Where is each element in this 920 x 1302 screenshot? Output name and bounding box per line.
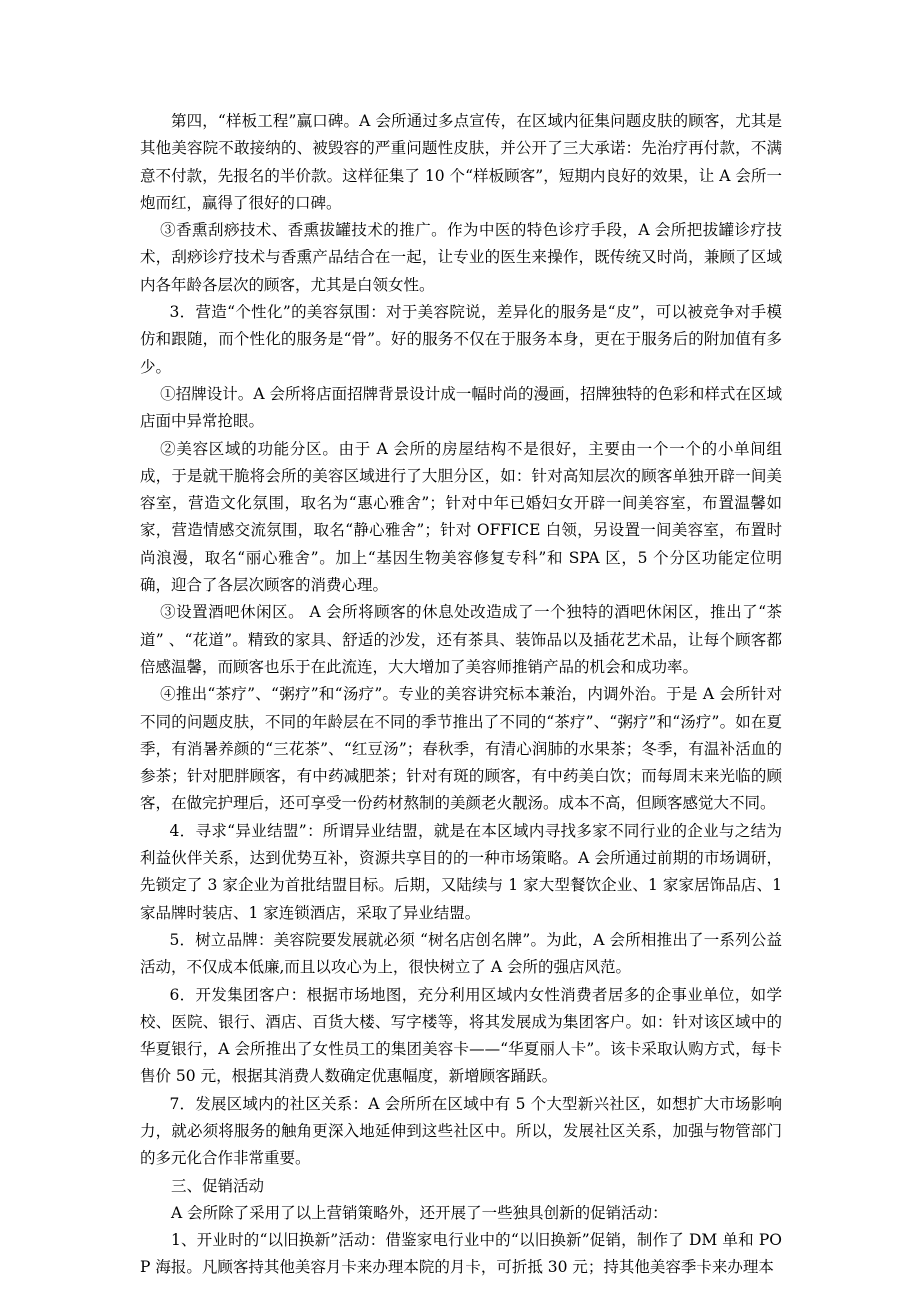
paragraph-community-relations: 7．发展区域内的社区关系：A 会所所在区域中有 5 个大型新兴社区，如想扩大市场影响力，就必须将服务的触角更深入地延伸到这些社区中。所以，发展社区关系，加强与物管部门的多元化合作非常重要。 (140, 1094, 782, 1168)
paragraph-functional-zones: ②美容区域的功能分区。由于 A 会所的房屋结构不是很好，主要由一个一个的小单间组成，于是就干脆将会所的美容区域进行了大胆分区，如：针对高知层次的顾客单独开辟一间美容室，营造文化氛围，取名为“惠心雅舍”；针对中年已婚妇女开辟一间美容室，布置温馨如家，营造情感交流氛围，取名“静心雅舍”；针对 OFFICE 白领，另设置一间美容室，布置时尚浪漫，取名“丽心雅舍”。加上“基因生物美容修复专科”和 SPA 区，5 个分区功能定位明确，迎合了各层次顾客的消费心理。 (140, 439, 782, 595)
paragraph-group-clients: 6．开发集团客户：根据市场地图，充分利用区域内女性消费者居多的企事业单位，如学校、医院、银行、酒店、百货大楼、写字楼等，将其发展成为集团客户。如：针对该区域中的华夏银行，A 会所推出了女性员工的集团美容卡——“华夏丽人卡”。该卡采取认购方式，每卡售价 50 元，根据其消费人数确定优惠幅度，新增顾客踊跃。 (140, 985, 782, 1086)
paragraph-promotions-intro: A 会所除了采用了以上营销策略外，还开展了一些独具创新的促销活动： (171, 1203, 668, 1222)
paragraph-personalized-atmosphere: 3．营造“个性化”的美容氛围：对于美容院说，差异化的服务是“皮”，可以被竞争对手模仿和跟随，而个性化的服务是“骨”。好的服务不仅在于服务本身，更在于服务后的附加值有多少。 (140, 303, 782, 376)
section-heading-promotions: 三、促销活动 (171, 1176, 265, 1195)
paragraph-trade-in-promotion: 1、开业时的“以旧换新”活动：借鉴家电行业中的“以旧换新”促销，制作了 DM 单和 POP 海报。凡顾客持其他美容月卡来办理本院的月卡，可折抵 30 元；持其他美容季卡来办理本 (140, 1231, 782, 1277)
document-body (140, 108, 782, 1282)
paragraph-cross-industry-alliance: 4．寻求“异业结盟”：所谓异业结盟，就是在本区域内寻找多家不同行业的企业与之结为利益伙伴关系，达到优势互补，资源共享目的的一种市场策略。A 会所通过前期的市场调研，先锁定了 3 家企业为首批结盟目标。后期，又陆续与 1 家大型餐饮企业、1 家家居饰品店、1 家品牌时装店、1 家连锁酒店，采取了异业结盟。 (140, 821, 782, 922)
paragraph-sample-project: 第四，“样板工程”赢口碑。A 会所通过多点宣传，在区域内征集问题皮肤的顾客，尤其是其他美容院不敢接纳的、被毁容的严重问题性皮肤，并公开了三大承诺：先治疗再付款，不满意不付款，先报名的半价款。这样征集了 10 个“样板顾客”，短期内良好的效果，让 A 会所一炮而红，赢得了很好的口碑。 (140, 112, 782, 212)
paragraph-brand-building: 5．树立品牌：美容院要发展就必须 “树名店创名牌”。为此，A 会所相推出了一系列公益活动，不仅成本低廉,而且以攻心为上，很快树立了 A 会所的强店风范。 (140, 930, 782, 977)
paragraph-tea-porridge-soup: ④推出“茶疗”、“粥疗”和“汤疗”。专业的美容讲究标本兼治，内调外治。于是 A 会所针对不同的问题皮肤，不同的年龄层在不同的季节推出了不同的“茶疗”、“粥疗”和“汤疗”。如在夏季，有消暑养颜的“三花茶”、“红豆汤”；春秋季，有清心润肺的水果茶；冬季，有温补活血的参茶；针对肥胖顾客，有中药减肥茶；针对有斑的顾客，有中药美白饮；而每周末来光临的顾客，在做完护理后，还可享受一份药材熬制的美颜老火靓汤。成本不高，但顾客感觉大不同。 (140, 685, 782, 813)
paragraph-aroma-cupping: ③香熏刮痧技术、香熏拔罐技术的推广。作为中医的特色诊疗手段，A 会所把拔罐诊疗技术，刮痧诊疗技术与香熏产品结合在一起，让专业的医生来操作，既传统又时尚，兼顾了区域内各年龄各层次的顾客，尤其是白领女性。 (140, 221, 782, 294)
paragraph-signboard-design: ①招牌设计。A 会所将店面招牌背景设计成一幅时尚的漫画，招牌独特的色彩和样式在区域店面中异常抢眼。 (140, 384, 782, 431)
paragraph-bar-lounge: ③设置酒吧休闲区。 A 会所将顾客的休息处改造成了一个独特的酒吧休闲区，推出了“茶道” 、“花道”。精致的家具、舒适的沙发，还有茶具、装饰品以及插花艺术品，让每个顾客都倍感温馨，而顾客也乐于在此流连，大大增加了美容师推销产品的机会和成功率。 (140, 603, 782, 676)
